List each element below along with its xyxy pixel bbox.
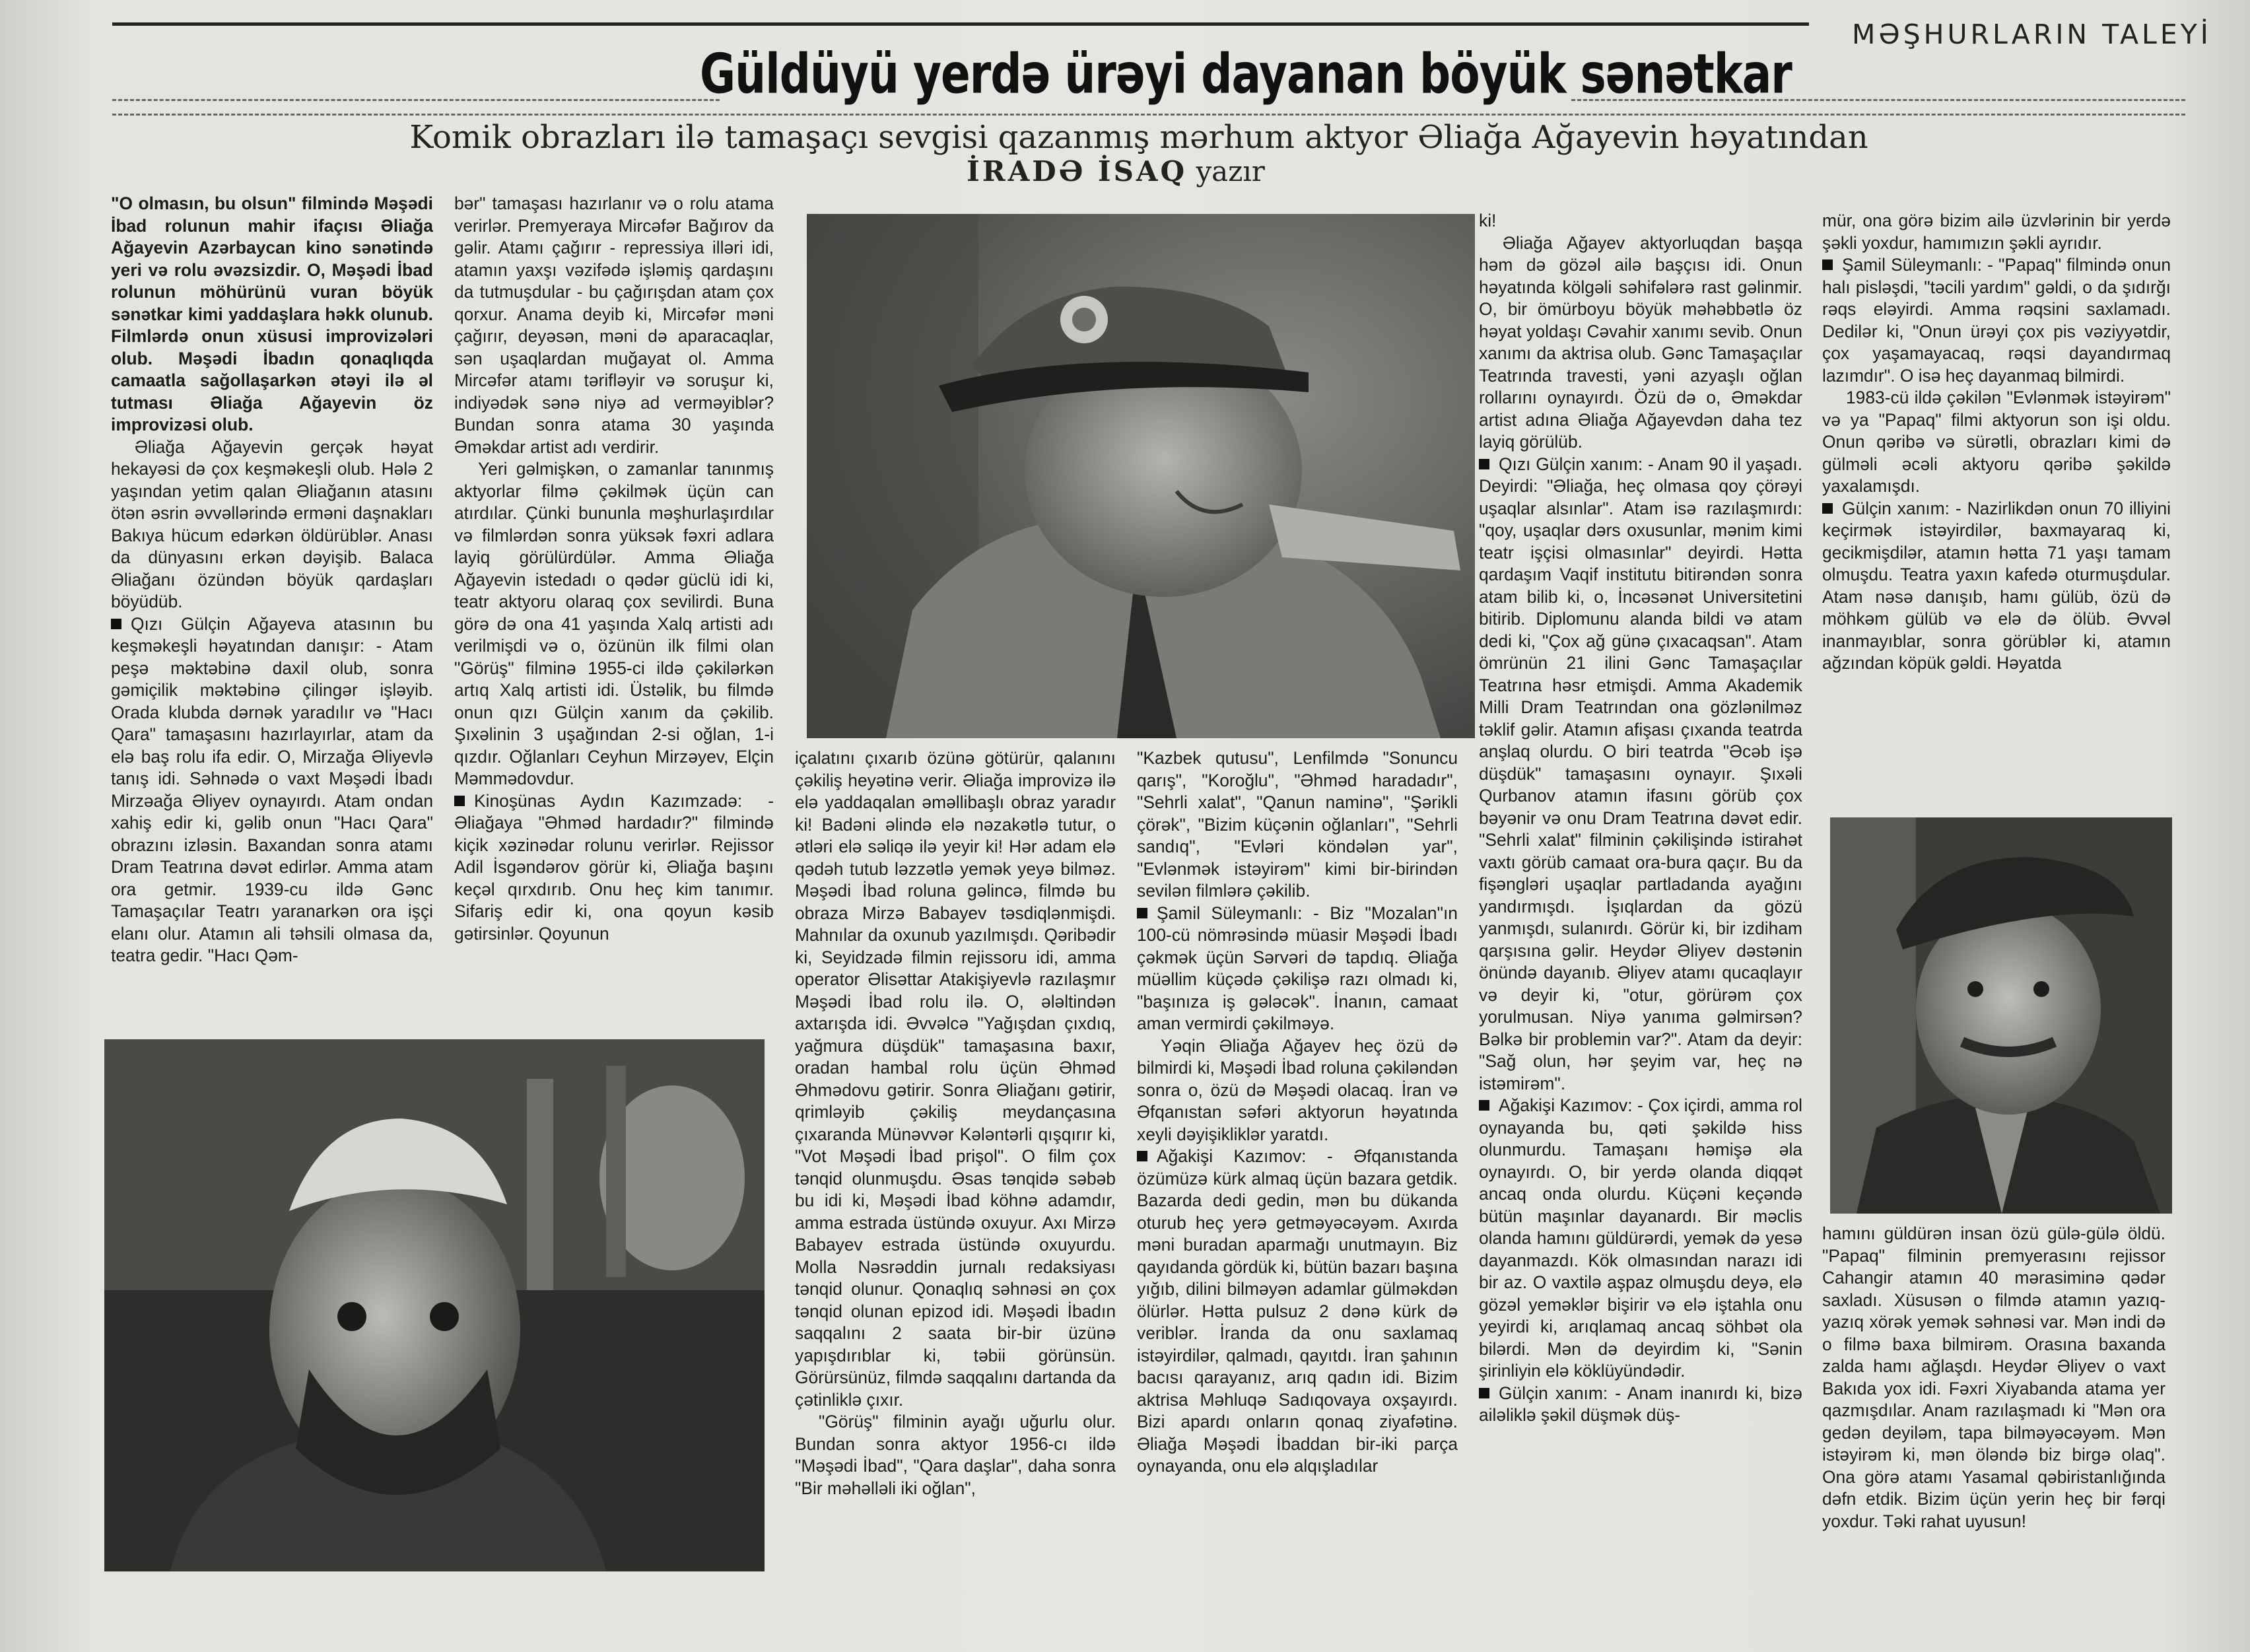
column-6-bottom [1822, 1223, 2165, 1599]
column-1 [111, 193, 433, 1026]
column-4 [1137, 747, 1458, 1599]
photo-officer [807, 214, 1475, 738]
article-byline [891, 155, 1340, 188]
byline-verb: yazır [1196, 155, 1265, 188]
paragraph [1479, 1095, 1802, 1383]
top-rule [112, 22, 1809, 26]
bullet-square [1822, 503, 1833, 514]
column-3 [795, 747, 1116, 1599]
bullet-square [1479, 459, 1489, 469]
man-flat-cap-illustration [1830, 817, 2172, 1214]
paragraph [1137, 903, 1458, 1035]
divider-full [112, 114, 2185, 116]
byline-author: İRADƏ İSAQ [967, 155, 1188, 188]
meshedi-ibad-illustration [104, 1039, 765, 1571]
bullet-square [1822, 259, 1833, 270]
paragraph-text: Ağakişi Kazımov: - Çox içirdi, amma rol oynayanda bu, qəti şəkildə hiss olunmurdu. Tamaşanı həmişə əla oynayırdı. O, bir yerdə olanda diqqət ancaq onda olurdu. Küçəni keçəndə bütün maşınlar dayanardı. Bir məclis olanda hamını güldürərdi, yemək də yesə dayanmazdı. Kök olmasından narazı idi bir az. O vaxtilə aşpaz olmuşdu deyə, elə gözəl yeməklər bişirir və elə iştahla onu yeyirdi ki, arıqlamaq ancaq söhbət ola bilərdi. Mən də deyirdim ki, "Sənin şirinliyin elə köklüyündədir. [1479, 1095, 1802, 1381]
paragraph-text: Şamil Süleymanlı: - "Papaq" filmində onun halı pisləşdi, "təcili yardım" gəldi, o da şıdırğı rəqs eləyirdi. Amma rəqsini saxlamadı. Dedilər ki, "Onun ürəyi çox pis vəziyyətdir, çox yaşamayacaq, rəqsi dayandırmaq lazımdır". O isə heç dayanmaq bilmirdi. [1822, 255, 2171, 386]
bullet-square [1137, 908, 1147, 918]
photo-man-flat-cap [1830, 817, 2172, 1214]
paragraph: içalatını çıxarıb özünə götürür, qalanını çəkiliş heyətinə verir. Əliağa improvizə ilə elə yaddaqalan əməllibaşlı obraz yaradır ki! Badəni əlində elə nəzakətlə tutur, o ətləri elə səliqə ilə yeyir ki! Hər adam elə qədəh tutub ləzzətlə yemək yeyə bilməz. Məşədi İbad roluna gəlincə, filmdə bu obraza Mirzə Babayev təsdiqlənmişdi. Mahnılar da oxunub yazılmışdı. Qəribədir ki, Seyidzadə filmin rejissoru idi, amma operator Əlisəttar Atakişiyevlə razılaşmır Məşədi İbad rolu ilə. O, ələltindən axtarışda idi. Əvvəlcə "Yağışdan çıxdıq, yağmura düşdük" tamaşasına baxır, oradan hambal rolu üçün Əhməd Əhmədovu gətirir. Sonra Əliağanı gətirir, qrimləyib çəkiliş meydançasına çıxaranda Münəvvər Kələntərli qışqırır ki, "Vot Məşədi İbad prişol". O film çox tənqid olunmuşdu. Əsas tənqidə səbəb bu idi ki, Məşədi İbad köhnə adamdır, amma estrada üstündə oxuyur. Axı Mirzə Babayev estrada üstündə oxuyurdu. Molla Nəsrəddin jurnalı redaksiyası tənqid olunur. Qonaqlıq səhnəsi ən çox tənqid olunan epizod idi. Məşədi İbadın saqqalını 2 saata bir-bir üzünə yapışdırıblar ki, təbii görünsün. Görürsünüz, filmdə saqqalını dartanda da çətinliklə çıxır. [795, 748, 1116, 1410]
paragraph: Əliağa Ağayev aktyorluqdan başqa həm də gözəl ailə başçısı idi. Onun həyatında kölgəli səhifələrə rast gəlinmir. O, bir ömürboyu böyük məhəbbətlə öz həyat yoldaşı Cəvahir xanımı sevib. Onun xanımı da aktrisa olub. Gənc Tamaşaçılar Teatrında travesti, yəni azyaşlı oğlan rollarını oynayırdı. Özü də o, Əməkdar artist adına Əliağa Ağayevdən daha tez layiq görülüb. [1479, 232, 1802, 452]
paragraph: 1983-cü ildə çəkilən "Evlənmək istəyirəm" və ya "Papaq" filmi aktyorun son işi oldu. Onun qəribə və sürətli, obrazları kimi də gülməli əcəli aktyoru qəribə şəkildə yaxalamışdı. [1822, 388, 2171, 496]
paragraph: Yeri gəlmişkən, o zamanlar tanınmış aktyorlar filmə çəkilmək üçün can atırdılar. Çünki bununla məşhurlaşırdılar və filmlərdən sonra yüksək fəxri adlara layiq görülürdülər. Amma Əliağa Ağayevin istedadı o qədər güclü idi ki, teatr aktyoru olaraq çox sevilirdi. Buna görə də ona 41 yaşında Xalq artisti adı verilmişdi və o, özünün ilk filmi olan "Görüş" filminə 1955-ci ildə çəkilərkən artıq Xalq artisti idi. Üstəlik, bu filmdə onun qızı Gülçin xanım da çəkilib. Şıxəlinin 3 uşağından 2-si oğlan, 1-i qızdır. Oğlanları Ceyhun Mirzəyev, Elçin Məmmədovdur. [454, 459, 774, 788]
column-6-top [1822, 210, 2171, 811]
paragraph [1479, 454, 1802, 1095]
bullet-square [454, 796, 465, 806]
paragraph: "Görüş" filminin ayağı uğurlu olur. Bundan sonra aktyor 1956-cı ildə "Məşədi İbad", "Qara daşlar", daha sonra "Bir məhəlləli iki oğlan", [795, 1412, 1116, 1498]
paragraph: Yəqin Əliağa Ağayev heç özü də bilmirdi ki, Məşədi İbad roluna çəkiləndən sonra o, özü də Məşədi olacaq. İran və Əfqanıstan səfəri aktyorun həyatında xeyli dəyişikliklər yaratdı. [1137, 1035, 1458, 1144]
paragraph-text: Şamil Süleymanlı: - Biz "Mozalan"ın 100-cü nömrəsində müasir Məşədi İbadı çəkmək üçün Sərvəri də tapdıq. Əliağa müəllim küçədə çəkilişə razı olmadı ki, "başınıza iş gələcək". İnanın, camaat aman vermirdi çəkilməyə. [1137, 903, 1458, 1033]
paragraph-text: Ağakişi Kazımov: - Əfqanıstanda özümüzə kürk almaq üçün bazara getdik. Bazarda dedi gedin, mən bu dükanda oturub heç yerə getməyəcəyəm. Axırda məni buradan aparmağı unutmayın. Biz qayıdanda gördük ki, bütün bazarı başına yığıb, dilini bilməyən adamlar gülməkdən ölürlər. Hətta pulsuz 2 dənə kürk də veriblər. İranda da onu saxlamaq istəyirdilər, qalmadı, qayıtdı. İran şahının bacısı qarayanız, arıq qadın idi. Bizim aktrisa Məhluqə Sadıqovaya oxşayırdı. Bizi apardı onların qonaq ziyafətinə. Əliağa Məşədi İbaddan bir-iki parça oynayanda, onu elə alqışladılar [1137, 1146, 1458, 1476]
paragraph: bər" tamaşası hazırlanır və o rolu atama verirlər. Premyeraya Mircəfər Bağırov da gəlir. Atamı çağırır - repressiya illəri idi, atamın yaxşı vəzifədə işləmiş qardaşını da tutmuşdular - bu çağırışdan atam çox qorxur. Anama deyib ki, Mircəfər məni çağırır, deyəsən, məni də aparacaqlar, sən uşaqlardan muğayat ol. Amma Mircəfər atamı tərifləyir və soruşur ki, indiyədək sənə niyə ad verməyiblər? Bundan sonra atama 30 yaşında Əməkdar artist adı verdirir. [454, 193, 774, 457]
photo-meshedi-ibad [104, 1039, 765, 1571]
paragraph-text: Gülçin xanım: - Anam inanırdı ki, bizə ailəliklə şəkil düşmək düş- [1479, 1383, 1802, 1425]
paragraph-text: Kinoşünas Aydın Kazımzadə: - Əliağaya "Əhməd hardadır?" filmində kiçik xəzinədar rolunu verirlər. Rejissor Adil İsgəndərov görür ki, Əliağa başını keçəl qırxdırıb. Onu heç kim tanımır. Sifariş edir ki, ona qoyun kəsib gətirsinlər. Qoyunun [454, 790, 774, 944]
article-subheadline: Komik obrazları ilə tamaşaçı sevgisi qazanmış mərhum aktyor Əliağa Ağayevin həyatından [409, 119, 1868, 156]
paragraph: Əliağa Ağayevin gerçək həyat hekayəsi də çox keşməkeşli olub. Hələ 2 yaşından yetim qalan Əliağanın atasını ötən əsrin əvvəllərində erməni daşnakları Bakıya hücum edərkən öldürüblər. Anası da dünyasını erkən dəyişib. Balaca Əliağanı özündən böyük qardaşları böyüdüb. [111, 436, 433, 611]
lead-paragraph: "O olmasın, bu olsun" filmində Məşədi İbad rolunun mahir ifaçısı Əliağa Ağayevin Azərbaycan kino sənətində yeri və rolu əvəzsizdir. O, Məşədi İbad rolunun möhürünü vuran böyük sənətkar kimi yaddaşlara həkk olunub. Filmlərdə onun xüsusi improvizələri olub. Məşədi İbadın qonaqlıqda camaatla sağollaşarkən ətəyi ilə əl tutması Əliağa Ağayevin öz improvizəsi olub. [111, 193, 433, 434]
section-rubric: MƏŞHURLARIN TALEYİ [1852, 18, 2212, 50]
paragraph: hamını güldürən insan özü gülə-gülə öldü. "Papaq" filminin premyerasını rejissor Cahangir atamın 40 mərasiminə qədər saxladı. Xüsusən o filmdə atamın yazıq-yazıq xörək yemək səhnəsi var. Mən indi də o filmə baxa bilmirəm. Orasına baxanda zalda hamı ağlaşdı. Heydər Əliyev o vaxt Bakıda yox idi. Fəxri Xiyabanda atama yer qazmışdılar. Anam razılaşmadı ki "Mən ora gedən deyiləm, tapa bilməyəcəyəm. Mən istəyirəm ki, mən öləndə biz birgə olaq". Ona görə atamı Yasamal qəbiristanlığında dəfn etdik. Bizim üçün yerin heç bir fərqi yoxdur. Təki rahat uyusun! [1822, 1223, 2165, 1531]
article-headline: Güldüyü yerdə ürəyi dayanan böyük sənətkar [700, 42, 1792, 106]
officer-illustration [807, 214, 1475, 738]
bullet-square [111, 619, 121, 629]
paragraph: "Kazbek qutusu", Lenfilmdə "Sonuncu qarış", "Koroğlu", "Əhməd haradadır", "Sehrli xalat", "Qanun naminə", "Şərikli çörək", "Bizim küçənin oğlanları", "Sehrli sandıq", "Evləri köndələn yar", "Evlənmək istəyirəm" kimi bir-birindən sevilən filmlərə çəkilib. [1137, 748, 1458, 901]
paragraph: mür, ona görə bizim ailə üzvlərinin bir yerdə şəkli yoxdur, hamımızın şəkli ayrıdır. [1822, 211, 2171, 253]
paragraph [1137, 1146, 1458, 1478]
paragraph-text: Gülçin xanım: - Nazirlikdən onun 70 illiyini keçirmək istəyirdilər, baxmayaraq ki, gecikmişdilər, atamın hətta 71 yaşı tamam olmuşdu. Teatra yaxın kafedə oturmuşdular. Atam nəsə danışıb, hamı gülüb, özü də möhkəm gülüb və elə də ölüb. Əvvəl inanmayıblar, sonra görüblər ki, atamın ağzından köpük gəldi. Həyatda [1822, 498, 2171, 673]
paragraph [1822, 254, 2171, 387]
bullet-square [1479, 1388, 1489, 1398]
paragraph [111, 613, 433, 967]
bullet-square [1137, 1151, 1147, 1161]
paragraph [1822, 498, 2171, 675]
paragraph-text: Qızı Gülçin Ağayeva atasının bu keşməkeşli həyatından danışır: - Atam peşə məktəbinə daxil olub, sonra gəmiçilik məktəbinə çilingər işləyib. Orada klubda dərnək yaradılır və "Hacı Qara" tamaşasını hazırlayırlar, atam da elə baş rolu ifa edir. O, Mirzağa Əliyevlə tanış idi. Səhnədə o vaxt Məşədi İbadı Mirzəağa Əliyev oynayırdı. Atam ondan xahiş edir ki, gəlib onun "Hacı Qara" obrazını izləsin. Baxandan sonra atamı Dram Teatrına dəvət edirlər. Amma atam ora getmir. 1939-cu ildə Gənc Tamaşaçılar Teatrı yaranarkən ora işçi elanı olur. Atamın ali təhsili olmasa da, teatra gedir. "Hacı Qəm- [111, 613, 433, 965]
column-5 [1479, 210, 1802, 1599]
paragraph-text: Qızı Gülçin xanım: - Anam 90 il yaşadı. Deyirdi: "Əliağa, heç olmasa qoy çörəyi uşaqlar alsınlar". Atam isə razılaşmırdı: "qoy, uşaqlar dərs oxusunlar, mənim kimi teatr işçisi olmasınlar" deyirdi. Hətta qardaşım Vaqif institutu bitirəndən sonra atam bilib ki, o, İncəsənət Universitetini bitirib. Diplomunu alanda bildi və atam dedi ki, "Çox ağ günə çıxacaqsan". Atam ömrünün 21 ilini Gənc Tamaşaçılar Teatrına həsr etmişdi. Amma Akademik Milli Dram Teatrından ona gözlənilməz təklif gəlir. Atamın afişası çıxanda teatrda anşlaq olurdu. O biri teatrda "Əcəb işə düşdük" tamaşasını oynayır. Şıxəli Qurbanov atamın ifasını görüb çox bəyənir və onu Dram Teatrına dəvət edir. "Sehrli xalat" filminin çəkilişində istirahət vaxtı görüb camaat ora-bura qaçır. Bu da fişəngləri uşaqlar partladanda ayağını yandırmışdı. İşıqlardan da gözü yanmışdı, sulanırdı. Görür ki, bir izdiham qarşısına gəlir. Heydər Əliyev dəstənin önündə dayanıb. Əliyev atamı qucaqlayır və deyir ki, "otur, görürəm çox yorulmusan. Niyə yanıma gəlmirsən? Bəlkə bir problemin var?". Atam da deyir: "Sağ olun, hər şeyim var, heç nə istəmirəm". [1479, 454, 1802, 1093]
column-2 [454, 193, 774, 1026]
paragraph [454, 790, 774, 946]
bullet-square [1479, 1100, 1489, 1111]
divider-left [112, 99, 720, 101]
paragraph [1479, 1383, 1802, 1427]
paragraph: ki! [1479, 211, 1497, 230]
